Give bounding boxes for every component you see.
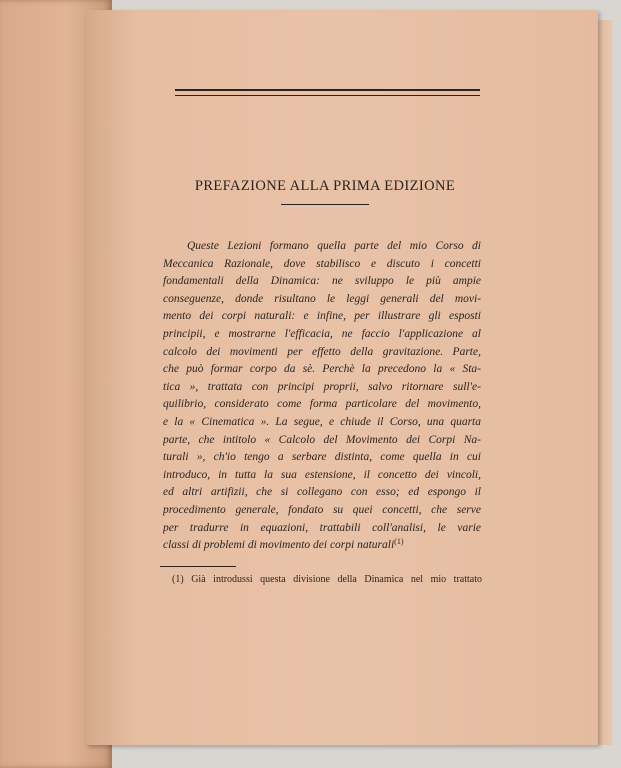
text-line: tica », trattata con principi proprii, salvo ritornare sull'e-: [163, 380, 481, 393]
text-line: Queste Lezioni formano quella parte del mio Corso di: [187, 240, 481, 252]
page-title: PREFAZIONE ALLA PRIMA EDIZIONE: [194, 178, 456, 194]
footnote-marker: (1): [394, 537, 404, 547]
text-line: mento dei corpi naturali: e infine, per illustrare gli esposti: [163, 310, 481, 323]
text-line: e la « Cinematica ». La segue, e chiude il Corso, una quarta: [163, 415, 481, 428]
text-line: calcolo dei movimenti per effetto della gravitazione. Parte,: [163, 345, 481, 358]
title-underline: [281, 204, 369, 205]
text-line: ed altri artifizii, che si collegano con esso; ed espongo il: [163, 486, 481, 499]
text-line: fondamentali della Dinamica: ne sviluppo le più ampie: [163, 275, 481, 288]
footnote-rule: [160, 566, 236, 567]
text-line: conseguenze, donde risultano le leggi generali del movi-: [163, 292, 481, 305]
text-line: parte, che intitolo « Calcolo del Movimento dei Corpi Na-: [163, 433, 481, 446]
text-line-content: classi di problemi di movimento dei corpi naturali: [163, 539, 395, 552]
text-line: per tradurre in equazioni, trattabili coll'analisi, le varie: [163, 521, 481, 534]
text-line: Meccanica Razionale, dove stabilisco e discuto i concetti: [163, 257, 481, 270]
footnote: (1) Già introdussi questa divisione della Dinamica nel mio trattato: [172, 574, 482, 585]
text-line: principii, e mostrarne l'efficacia, ne faccio l'applicazione al: [163, 327, 481, 340]
text-line: quilibrio, considerato come forma particolare del movimento,: [163, 398, 481, 411]
text-line: [163, 537, 481, 555]
text-line: che può formar corpo da sè. Perchè la precedono la « Sta-: [163, 363, 481, 376]
text-line: turali », ch'io tengo a serbare distinta, come quella in cui: [163, 451, 481, 464]
header-rule-thick: [175, 89, 480, 91]
header-rule-thin: [175, 95, 480, 96]
text-line: introduco, in tutta la sua estensione, il concetto dei vincoli,: [163, 468, 481, 481]
preface-paragraph: [163, 238, 481, 555]
text-line: procedimento generale, fondato su quei concetti, che serve: [163, 503, 481, 516]
